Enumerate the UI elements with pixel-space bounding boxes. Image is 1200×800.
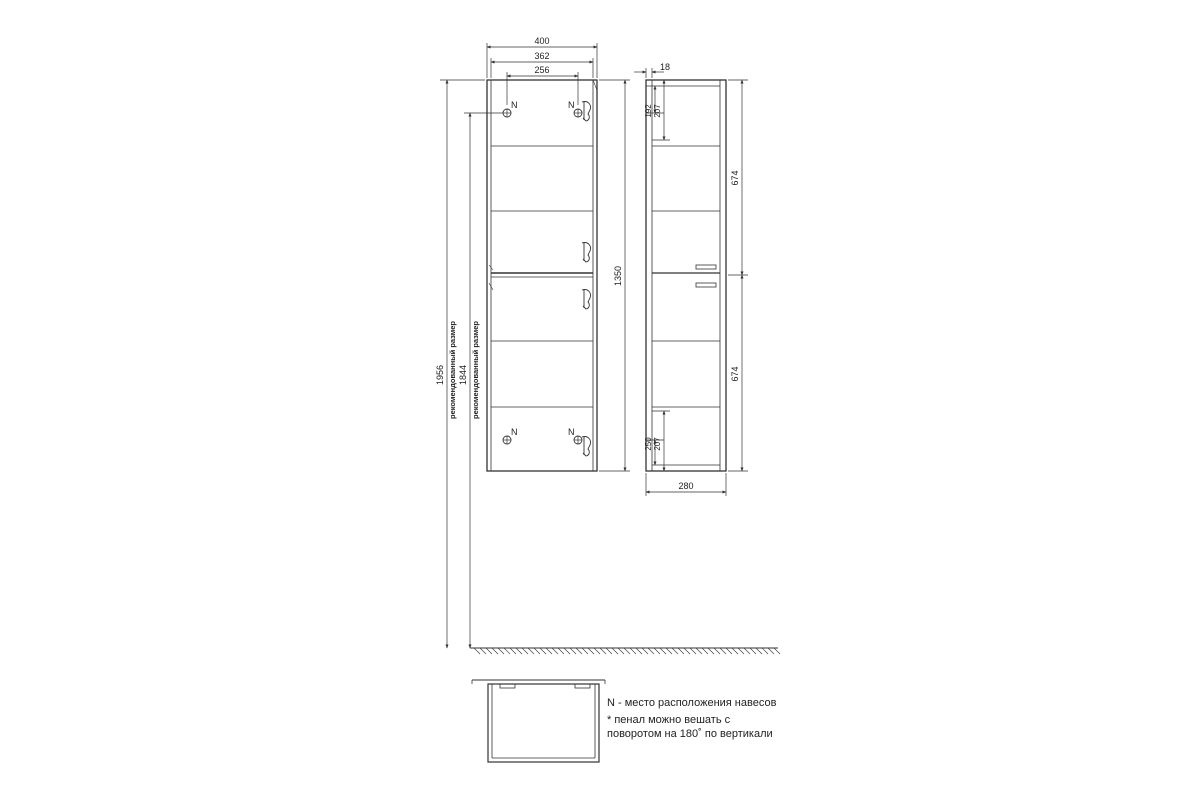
dim-panel-thickness: 18: [660, 62, 671, 72]
hinge-mark: N: [568, 427, 575, 437]
front-cabinet-outline: [487, 80, 597, 471]
dim-top-hinge-b: 207: [653, 104, 662, 118]
side-view: [646, 80, 726, 471]
dim-install-height-1: 1956: [435, 364, 445, 386]
dim-install-label-1: рекомендованный размер: [448, 320, 457, 420]
dim-upper-section: 674: [730, 170, 740, 186]
dim-top-hinge-a: 192: [644, 104, 653, 118]
dim-width-inner: 362: [534, 51, 550, 61]
side-cabinet-outline: [646, 80, 726, 471]
dim-lower-section: 674: [730, 366, 740, 382]
dim-install-height-2: 1844: [458, 364, 468, 386]
note-rotation-2: поворотом на 180˚ по вертикали: [607, 728, 773, 740]
front-view: [487, 80, 597, 471]
hinge-icon: [582, 437, 591, 456]
side-section-dims: [728, 80, 748, 471]
dim-bottom-hinge-a: 250: [644, 437, 653, 451]
hinge-mark: N: [511, 100, 518, 110]
note-hinge-location: N - место расположения навесов: [607, 697, 777, 709]
hinge-icon: [582, 102, 591, 121]
hinge-mark: N: [568, 100, 575, 110]
dim-install-label-2: рекомендованный размер: [471, 320, 480, 420]
floor-line: [470, 648, 780, 654]
dim-width-overall: 400: [534, 36, 550, 46]
hanger-icon: [503, 436, 511, 444]
note-rotation-1: * пенал можно вешать с: [607, 714, 731, 726]
hinge-icon: [582, 290, 591, 309]
dim-bottom-hinge-b: 207: [653, 437, 662, 451]
hanger-icon: [574, 436, 582, 444]
top-view: [472, 680, 605, 762]
dim-depth: 280: [678, 481, 694, 491]
hinge-mark: N: [511, 427, 518, 437]
hanger-icon: [503, 109, 511, 117]
dim-hinge-spacing: 256: [534, 65, 550, 75]
hinge-icon: [582, 243, 591, 262]
top-view-outline: [488, 684, 599, 762]
side-handle: [696, 283, 716, 287]
dim-height: 1350: [613, 265, 623, 287]
hanger-icon: [574, 109, 582, 117]
side-handle: [696, 265, 716, 269]
